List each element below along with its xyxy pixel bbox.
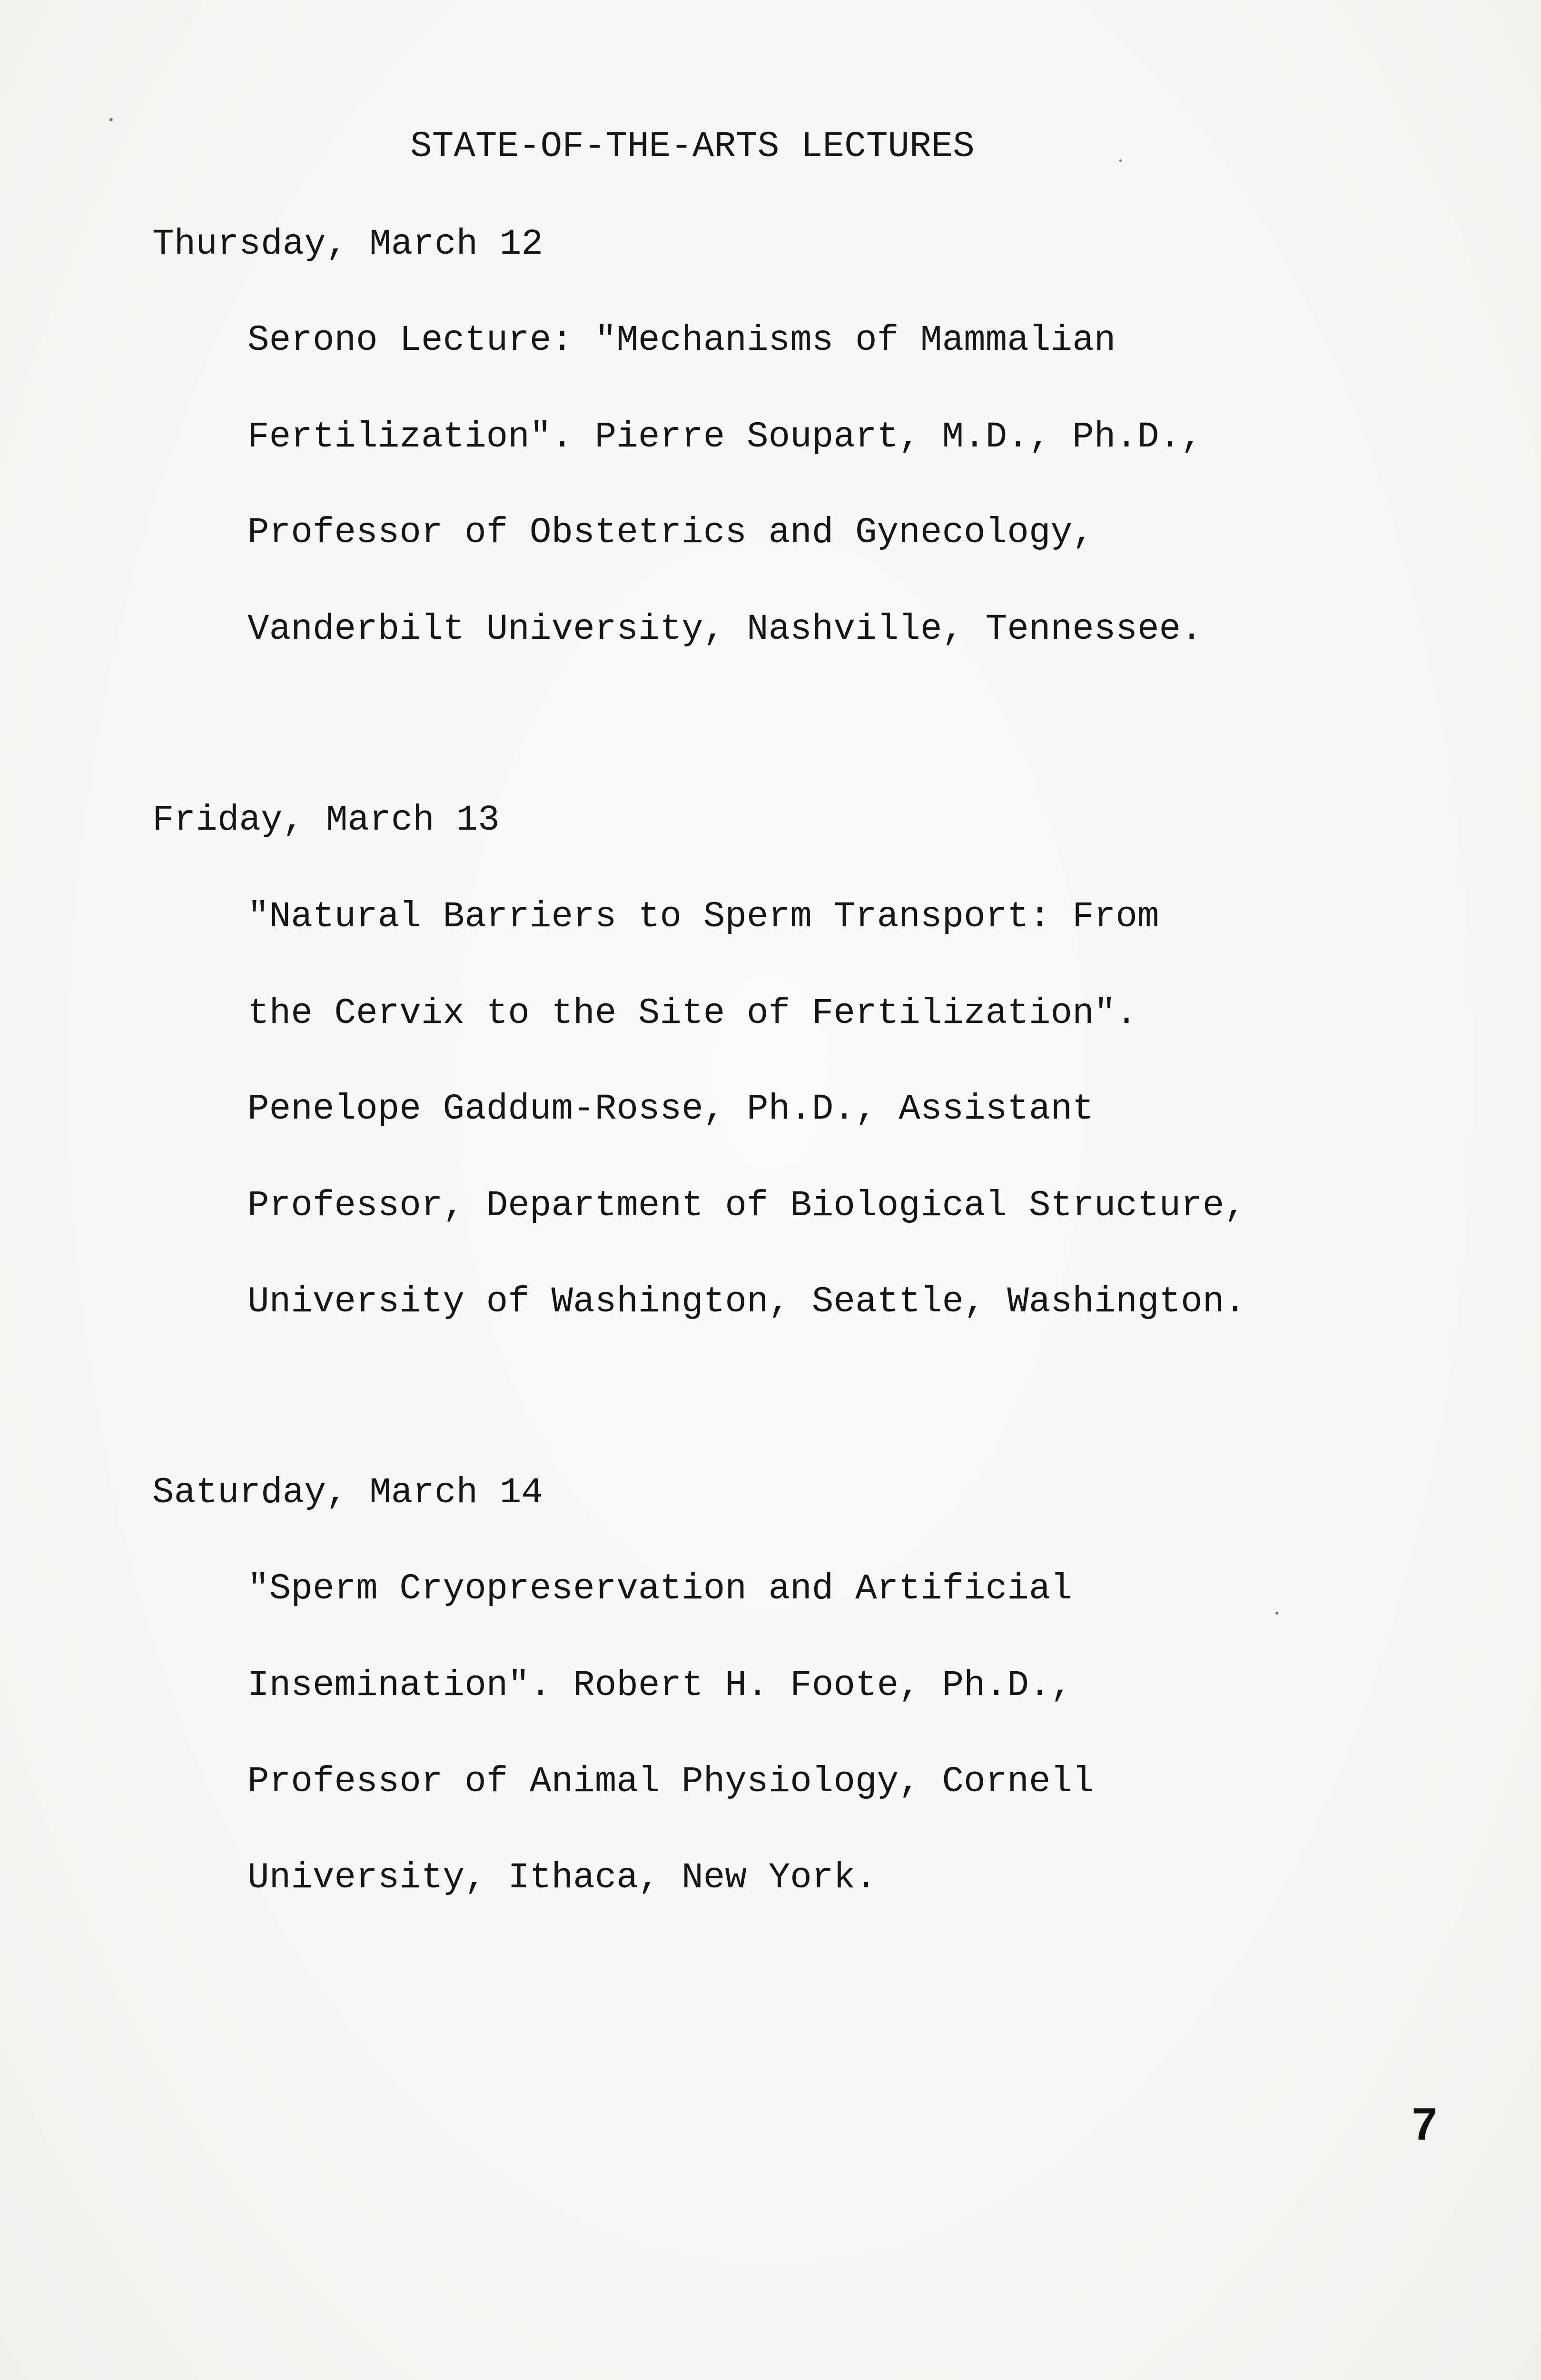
print-speck bbox=[1275, 1612, 1278, 1615]
friday-line-1: "Natural Barriers to Sperm Transport: From bbox=[247, 896, 1159, 937]
section-day-saturday: Saturday, March 14 bbox=[152, 1472, 543, 1513]
friday-line-2: the Cervix to the Site of Fertilization". bbox=[247, 993, 1137, 1034]
page-number: 7 bbox=[1412, 2099, 1437, 2150]
saturday-line-2: Insemination". Robert H. Foote, Ph.D., bbox=[247, 1665, 1073, 1706]
section-day-thursday: Thursday, March 12 bbox=[152, 224, 543, 265]
friday-line-3: Penelope Gaddum-Rosse, Ph.D., Assistant bbox=[247, 1089, 1094, 1130]
saturday-line-4: University, Ithaca, New York. bbox=[247, 1857, 877, 1898]
saturday-line-3: Professor of Animal Physiology, Cornell bbox=[247, 1761, 1094, 1802]
print-speck bbox=[1119, 159, 1122, 162]
friday-line-4: Professor, Department of Biological Structure, bbox=[247, 1185, 1246, 1226]
thursday-line-4: Vanderbilt University, Nashville, Tennessee. bbox=[247, 609, 1203, 650]
saturday-line-1: "Sperm Cryopreservation and Artificial bbox=[247, 1568, 1073, 1609]
friday-line-5: University of Washington, Seattle, Washington. bbox=[247, 1281, 1246, 1322]
thursday-line-2: Fertilization". Pierre Soupart, M.D., Ph.D., bbox=[247, 416, 1203, 457]
print-speck bbox=[109, 118, 113, 121]
section-day-friday: Friday, March 13 bbox=[152, 800, 500, 841]
page-heading: STATE-OF-THE-ARTS LECTURES bbox=[410, 126, 975, 167]
thursday-line-1: Serono Lecture: "Mechanisms of Mammalian bbox=[247, 320, 1116, 361]
thursday-line-3: Professor of Obstetrics and Gynecology, bbox=[247, 512, 1094, 553]
